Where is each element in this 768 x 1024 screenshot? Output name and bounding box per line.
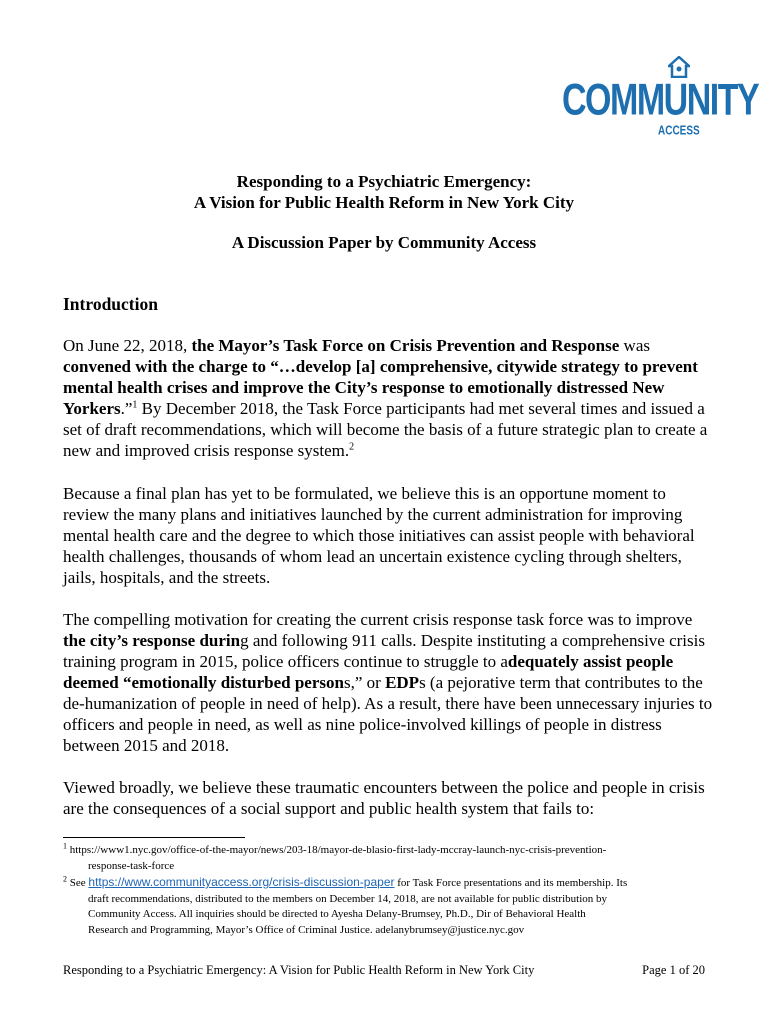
- paragraph-3: The compelling motivation for creating the current crisis response task force was to improve the city’s response during and following 911 calls. Despite instituting a comprehensive crisis training program in 2015, police officers continue to struggle to adequately assist people deemed “emotionally disturbed persons,” or EDPs (a pejorative term that contributes to the de-humanization of people in need of help). As a result, there have been unnecessary injuries to officers and people in need, as well as nine police-involved killings of people in distress between 2015 and 2018.: [63, 610, 713, 755]
- paper-subtitle: A Discussion Paper by Community Access: [231, 233, 537, 252]
- discussion-paper-link[interactable]: https://www.communityaccess.org/crisis-discussion-paper: [88, 875, 395, 889]
- logo-subword: ACCESS: [658, 124, 700, 139]
- logo-word: COMMUNITY: [562, 75, 759, 125]
- paper-title: [0, 171, 768, 213]
- community-access-logo: [562, 56, 759, 142]
- footer-title: Responding to a Psychiatric Emergency: A Vision for Public Health Reform in New York City: [63, 963, 535, 977]
- title-line-2: A Vision for Public Health Reform in New York City: [193, 193, 575, 212]
- paragraph-1: On June 22, 2018, the Mayor’s Task Force on Crisis Prevention and Response was convened with the charge to “…develop [a] comprehensive, citywide strategy to prevent mental health crises and improve the City’s response to emotionally distressed New Yorkers.”$^1$ By December 2018, the Task Force participants had met several times and issued a set of draft recommendations, which will become the basis of a future strategic plan to create a new and improved crisis response system.$^2$: [63, 336, 708, 460]
- footnote-1: $^1$ https://www1.nyc.gov/office-of-the-mayor/news/203-18/mayor-de-blasio-first-lady-mccray-launch-nyc-crisis-prevention- response-task-force: [63, 841, 607, 872]
- section-heading: Introduction: [63, 294, 158, 314]
- page-number: Page 1 of 20: [642, 963, 705, 977]
- footnote-ref-1[interactable]: 1: [132, 399, 138, 411]
- footnote-ref-2[interactable]: 2: [349, 441, 355, 453]
- footnote-divider: [63, 837, 245, 838]
- title-line-1: Responding to a Psychiatric Emergency:: [236, 172, 532, 191]
- footnote-2: $^2$ See https://www.communityaccess.org/crisis-discussion-paper for Task Force presentations and its membership. Its draft recommendations, distributed to the members on December 14, 2018, are not available for public distribution by Community Access. All inquiries should be directed to Ayesha Delany-Brumsey, Ph.D., Dir of Behavioral Health Research and Programming, Mayor’s Office of Criminal Justice. adelanybrumsey@justice.nyc.gov: [63, 874, 628, 936]
- paragraph-4: Viewed broadly, we believe these traumatic encounters between the police and people in crisis are the consequences of a social support and public health system that fails to:: [63, 778, 705, 818]
- paragraph-2: Because a final plan has yet to be formulated, we believe this is an opportune moment to review the many plans and initiatives launched by the current administration for improving mental health care and the degree to which those initiatives can assist people with behavioral health challenges, thousands of whom lead an uncertain existence cycling through shelters, jails, hospitals, and the streets.: [63, 484, 695, 587]
